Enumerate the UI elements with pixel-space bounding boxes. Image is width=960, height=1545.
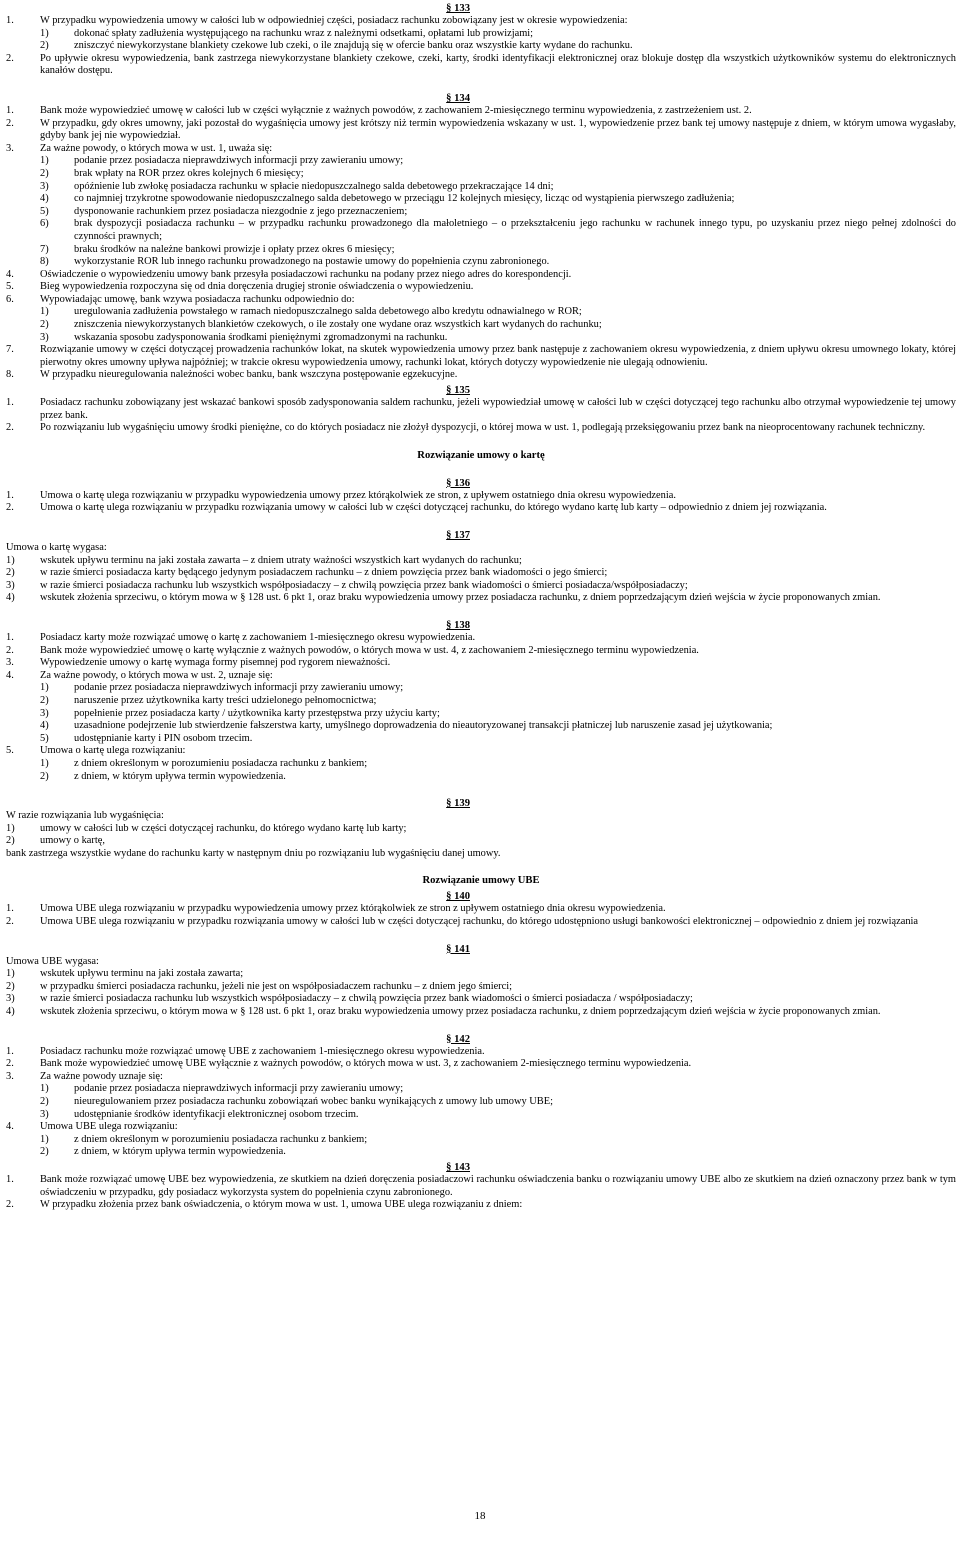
item-text: Bank może wypowiedzieć umowę o kartę wyłącznie z ważnych powodów, o których mowa w ust. 4, z zachowaniem 2-miesięcznego terminu wypowiedzenia.	[40, 644, 699, 656]
section-outro: bank zastrzega wszystkie wydane do rachunku karty w następnym dniu po rozwiązaniu lub wygaśnięciu danej umowy.	[6, 847, 501, 859]
item-number: 7.	[6, 344, 14, 356]
list-item	[6, 490, 956, 503]
list-item	[6, 369, 956, 382]
list-item	[6, 1134, 956, 1147]
item-number: 2)	[6, 567, 15, 579]
list-item	[6, 771, 956, 784]
section-header-s143	[6, 1159, 956, 1174]
section-number-value: 138	[454, 619, 470, 631]
item-text: Po rozwiązaniu lub wygaśnięciu umowy środki pieniężne, co do których posiadacz nie złożył dyspozycji, o której mowa w ust. 1, podlegają przeksięgowaniu przez bank na nieoprocentowany rachunek techniczny.	[40, 422, 926, 434]
section-number: § 141	[446, 943, 470, 955]
item-text: Umowa UBE ulega rozwiązaniu:	[40, 1121, 178, 1133]
item-number: 4.	[6, 1121, 14, 1133]
list-item	[6, 1058, 956, 1071]
list-item	[6, 319, 956, 332]
item-number: 1.	[6, 1173, 14, 1185]
item-text: w razie śmierci posiadacza rachunku lub wszystkich współposiadaczy – z chwilą powzięcia przez bank wiadomości o śmierci posiadacza / współposiadaczy;	[40, 993, 693, 1005]
item-number: 1)	[40, 682, 49, 694]
section-header-s139	[6, 795, 956, 810]
item-text: Bieg wypowiedzenia rozpoczyna się od dnia doręczenia drugiej stronie oświadczenia o wypowiedzeniu.	[40, 281, 474, 293]
section-number: § 134	[446, 92, 470, 104]
item-text: Bank może wypowiedzieć umowę w całości lub w części wyłącznie z ważnych powodów, z zachowaniem 2-miesięcznego terminu wypowiedzenia, z zastrzeżeniem ust. 2.	[40, 104, 752, 116]
item-text: Umowa o kartę ulega rozwiązaniu:	[40, 745, 186, 757]
item-number: 4.	[6, 669, 14, 681]
list-item	[6, 903, 956, 916]
list-item	[6, 835, 956, 848]
item-text: z dniem określonym w porozumieniu posiadacza rachunku z bankiem;	[74, 1133, 368, 1145]
section-number-value: 137	[454, 530, 470, 541]
section-header-s133	[6, 0, 956, 15]
item-text: uregulowania zadłużenia powstałego w ramach niedopuszczalnego salda debetowego albo kredytu odnawialnego w ROR;	[74, 306, 582, 318]
list-item	[6, 502, 956, 515]
item-text: w razie śmierci posiadacza rachunku lub wszystkich współposiadaczy – z chwilą powzięcia przez bank wiadomości o śmierci posiadacza/współposiadaczy;	[40, 579, 688, 591]
item-number: 3.	[6, 657, 14, 669]
item-text: Bank może wypowiedzieć umowę UBE wyłącznie z ważnych powodów, o których mowa w ust. 3, z zachowaniem 2-miesięcznego terminu wypowiedzenia.	[40, 1058, 692, 1070]
item-text: Rozwiązanie umowy w części dotyczącej prowadzenia rachunków lokat, na skutek wypowiedzenia umowy przez bank następuje z zachowaniem okresu wypowiedzenia, z dniem upływu okresu umownego lokaty, której pierwotny okres umowny upływa najpóźniej; w trakcie okresu wypowiedzenia umowy, rachunki lokat, których dotyczy wypowiedzenie nie ulegają odnowieniu.	[40, 344, 956, 368]
item-text: W przypadku, gdy okres umowny, jaki pozostał do wygaśnięcia umowy jest krótszy niż termin wypowiedzenia wskazany w ust. 1, wypowiedzenie przez bank tej umowy następuje z dniem, w którym umowa wygasłaby, gdyby bank jej nie wypowiedział.	[40, 117, 956, 142]
list-item	[6, 1083, 956, 1096]
section-header-s135	[6, 382, 956, 397]
list-item	[6, 567, 956, 580]
list-item	[6, 155, 956, 168]
list-item	[6, 993, 956, 1006]
item-number: 3)	[6, 579, 15, 591]
item-text: Po upływie okresu wypowiedzenia, bank zastrzega niewykorzystane blankiety czekowe, czeki, karty, środki identyfikacji elektronicznej oraz blokuje dostęp dla wszystkich użytkowników systemu do elektronicznych kanałów dostępu.	[40, 52, 956, 77]
item-number: 1)	[6, 554, 15, 566]
section-intro: Umowa o kartę wygasa:	[6, 542, 107, 553]
item-number: 2)	[6, 980, 15, 992]
item-text: z dniem określonym w porozumieniu posiadacza rachunku z bankiem;	[74, 757, 368, 769]
list-item	[6, 632, 956, 645]
list-item	[6, 1146, 956, 1159]
list-item	[6, 15, 956, 28]
list-item	[6, 916, 956, 929]
list-item	[6, 981, 956, 994]
item-number: 1.	[6, 397, 14, 409]
list-item	[6, 1046, 956, 1059]
item-number: 8.	[6, 369, 14, 381]
item-number: 2.	[6, 1058, 14, 1070]
item-text: Posiadacz karty może rozwiązać umowę o kartę z zachowaniem 1-miesięcznego okresu wypowiedzenia.	[40, 631, 476, 643]
section-number: § 138	[446, 619, 470, 631]
list-item	[6, 422, 956, 435]
item-number: 3.	[6, 1070, 14, 1082]
item-number: 1)	[6, 822, 15, 834]
item-number: 1)	[40, 1083, 49, 1095]
item-number: 2.	[6, 422, 14, 434]
section-number-value: 141	[454, 943, 470, 955]
list-item	[6, 555, 956, 568]
item-number: 1)	[40, 757, 49, 769]
list-item	[6, 657, 956, 670]
item-number: 1.	[6, 15, 14, 26]
item-number: 2)	[40, 167, 49, 179]
section-number: § 143	[446, 1161, 470, 1173]
item-text: W przypadku złożenia przez bank oświadczenia, o którym mowa w ust. 1, umowa UBE ulega rozwiązaniu z dniem:	[40, 1199, 523, 1211]
list-item	[6, 168, 956, 181]
item-text: Umowa UBE ulega rozwiązaniu w przypadku wypowiedzenia umowy przez którąkolwiek ze stron z upływem ostatniego dnia okresu wypowiedzenia.	[40, 903, 666, 915]
item-text: Umowa o kartę ulega rozwiązaniu w przypadku wypowiedzenia umowy przez którąkolwiek ze stron, z upływem ostatniego dnia okresu wypowiedzenia.	[40, 489, 676, 501]
item-number: 2.	[6, 916, 14, 928]
list-item	[6, 645, 956, 658]
list-item	[6, 143, 956, 156]
list-item	[6, 823, 956, 836]
list-item	[6, 1199, 956, 1212]
item-text: udostępnianie karty i PIN osobom trzecim.	[74, 732, 253, 744]
list-item	[6, 1071, 956, 1084]
item-number: 1)	[40, 1133, 49, 1145]
item-text: w przypadku śmierci posiadacza rachunku, jeżeli nie jest on współposiadaczem rachunku – z dniem jego śmierci;	[40, 980, 513, 992]
list-item	[6, 344, 956, 369]
item-number: 8)	[40, 256, 49, 268]
list-item	[6, 256, 956, 269]
list-item	[6, 281, 956, 294]
item-number: 2.	[6, 502, 14, 514]
item-number: 3)	[6, 993, 15, 1005]
item-text: udostępnianie środków identyfikacji elektronicznej osobom trzecim.	[74, 1108, 359, 1120]
list-item	[6, 968, 956, 981]
item-number: 4)	[6, 1006, 15, 1018]
list-item	[6, 745, 956, 758]
list-item	[6, 1096, 956, 1109]
item-text: nieuregulowaniem przez posiadacza rachunku zobowiązań wobec banku wynikających z umowy lub umowy UBE;	[74, 1096, 553, 1107]
item-number: 2)	[6, 835, 15, 847]
section-header-s142	[6, 1031, 956, 1046]
item-number: 1)	[40, 306, 49, 318]
item-text: W przypadku nieuregulowania należności wobec banku, bank wszczyna postępowanie egzekucyjne.	[40, 369, 458, 381]
item-number: 4)	[40, 720, 49, 732]
item-text: Oświadczenie o wypowiedzeniu umowy bank przesyła posiadaczowi rachunku na podany przez niego adres do korespondencji.	[40, 268, 572, 280]
item-text: umowy w całości lub w części dotyczącej rachunku, do którego wydano kartę lub karty;	[40, 822, 407, 834]
list-item	[6, 206, 956, 219]
list-item	[6, 758, 956, 771]
section-header-s141	[6, 941, 956, 956]
item-number: 3)	[40, 707, 49, 719]
item-number: 1.	[6, 903, 14, 915]
list-item	[6, 580, 956, 593]
item-number: 2)	[40, 694, 49, 706]
list-item	[6, 40, 956, 53]
item-text: Umowa UBE ulega rozwiązaniu w przypadku rozwiązania umowy w całości lub w części dotyczącej rachunku, do którego udostępniono usługi bankowości elektronicznej – odpowiednio z dniem jej rozwiązania	[40, 916, 919, 928]
list-item	[6, 244, 956, 257]
list-item	[6, 193, 956, 206]
list-item	[6, 53, 956, 78]
list-item	[6, 1174, 956, 1199]
item-number: 4)	[40, 193, 49, 205]
list-item	[6, 592, 956, 605]
item-number: 5.	[6, 281, 14, 293]
item-number: 2)	[40, 319, 49, 331]
list-item	[6, 720, 956, 733]
item-text: Wypowiadając umowę, bank wzywa posiadacza rachunku odpowiednio do:	[40, 293, 355, 305]
list-item	[6, 306, 956, 319]
list-item	[6, 105, 956, 118]
item-text: wykorzystanie ROR lub innego rachunku prowadzonego na postawie umowy do popełnienia czynu zabronionego.	[74, 256, 550, 268]
item-text: w razie śmierci posiadacza karty będącego jedynym posiadaczem rachunku – z dniem powzięcia przez bank wiadomości o jego śmierci;	[40, 567, 608, 579]
item-text: wskutek złożenia sprzeciwu, o którym mowa w § 128 ust. 6 pkt 1, oraz braku wypowiedzenia umowy przez posiadacza rachunku, z dniem poprzedzającym dzień wejścia w życie proponowanych zmian.	[40, 592, 881, 604]
item-number: 3.	[6, 142, 14, 154]
document-body	[6, 0, 956, 1212]
item-text: brak wpłaty na ROR przez okres kolejnych 6 miesięcy;	[74, 167, 304, 179]
list-item	[6, 269, 956, 282]
item-number: 5)	[40, 732, 49, 744]
item-text: umowy o kartę,	[40, 835, 105, 847]
item-text: z dniem, w którym upływa termin wypowiedzenia.	[74, 770, 286, 782]
list-item	[6, 708, 956, 721]
section-number: § 135	[446, 385, 470, 397]
item-text: W przypadku wypowiedzenia umowy w całości lub w odpowiedniej części, posiadacz rachunku zobowiązany jest w okresie wypowiedzenia:	[40, 15, 628, 26]
item-number: 1.	[6, 631, 14, 643]
item-number: 1)	[6, 968, 15, 980]
item-text: Za ważne powody uznaje się:	[40, 1070, 163, 1082]
item-text: popełnienie przez posiadacza karty / użytkownika karty przestępstwa przy użyciu karty;	[74, 707, 440, 719]
section-number-value: 143	[454, 1161, 470, 1173]
list-item	[6, 294, 956, 307]
item-text: Wypowiedzenie umowy o kartę wymaga formy pisemnej pod rygorem nieważności.	[40, 657, 391, 669]
item-number: 2.	[6, 52, 14, 64]
section-header-s138	[6, 617, 956, 632]
item-text: braku środków na należne bankowi prowizje i opłaty przez okres 6 miesięcy;	[74, 243, 395, 255]
section-header-s134	[6, 90, 956, 105]
heading-ube-termination: Rozwiązanie umowy UBE	[422, 875, 540, 887]
item-number: 2)	[40, 1096, 49, 1107]
item-number: 2)	[40, 770, 49, 782]
item-text: Za ważne powody, o których mowa w ust. 1, uważa się:	[40, 142, 273, 154]
section-number: § 140	[446, 891, 470, 903]
section-intro: W razie rozwiązania lub wygaśnięcia:	[6, 810, 164, 822]
item-text: uzasadnione podejrzenie lub stwierdzenie fałszerstwa karty, umyślnego doprowadzenia do nieautoryzowanej transakcji płatniczej lub naruszenie zasad jej użytkowania;	[74, 720, 773, 732]
item-text: zniszczyć niewykorzystane blankiety czekowe lub czeki, o ile znajdują się w ofercie banku oraz wszystkie karty wydane do rachunku.	[74, 40, 633, 52]
section-number-value: 140	[454, 891, 470, 903]
item-text: wskazania sposobu zadysponowania środkami pieniężnymi zgromadzonymi na rachunku.	[74, 331, 448, 343]
section-number: § 139	[446, 798, 470, 810]
section-number-value: 139	[454, 798, 470, 810]
section-header-s140	[6, 888, 956, 903]
item-number: 6.	[6, 293, 14, 305]
item-text: dysponowanie rachunkiem przez posiadacza niezgodnie z jego przeznaczeniem;	[74, 205, 408, 217]
section-number: § 142	[446, 1033, 470, 1045]
item-text: naruszenie przez użytkownika karty treści udzielonego pełnomocnictwa;	[74, 694, 377, 706]
item-text: z dniem, w którym upływa termin wypowiedzenia.	[74, 1146, 286, 1158]
item-number: 2)	[40, 40, 49, 52]
item-text: wskutek złożenia sprzeciwu, o którym mowa w § 128 ust. 6 pkt 1, oraz braku wypowiedzenia umowy przez posiadacza rachunku, z dniem poprzedzającym dzień wejścia w życie proponowanych zmian.	[40, 1006, 881, 1018]
list-item	[6, 682, 956, 695]
item-number: 3)	[40, 331, 49, 343]
item-number: 2.	[6, 1199, 14, 1211]
list-item	[6, 118, 956, 143]
item-number: 6)	[40, 218, 49, 230]
item-number: 2.	[6, 644, 14, 656]
item-text: zniszczenia niewykorzystanych blankietów czekowych, o ile zostały one wydane oraz wszystkich kart wydanych do rachunku;	[74, 319, 602, 331]
page-number: 18	[474, 1510, 486, 1522]
section-intro: Umowa UBE wygasa:	[6, 955, 99, 967]
section-header-s137	[6, 527, 956, 542]
item-number: 4.	[6, 268, 14, 280]
item-text: Posiadacz rachunku zobowiązany jest wskazać bankowi sposób zadysponowania saldem rachunku, jeżeli wypowiedział umowę w całości lub w części dotyczącej tego rachunku albo otrzymał wypowiedzenie tej umowy przez bank.	[40, 397, 956, 421]
item-number: 3)	[40, 180, 49, 192]
section-number-value: 136	[454, 477, 470, 489]
list-item	[6, 397, 956, 422]
list-item	[6, 670, 956, 683]
list-item	[6, 28, 956, 41]
list-item	[6, 1006, 956, 1019]
item-text: Umowa o kartę ulega rozwiązaniu w przypadku rozwiązania umowy w całości lub w części dotyczącej rachunku, do którego wydano kartę lub karty – odpowiednio z dniem jej rozwiązania.	[40, 502, 827, 514]
list-item	[6, 695, 956, 708]
section-number-value: 142	[454, 1033, 470, 1045]
item-number: 2)	[40, 1146, 49, 1158]
item-text: Za ważne powody, o których mowa w ust. 2, uznaje się:	[40, 669, 273, 681]
item-number: 1)	[40, 27, 49, 39]
item-text: co najmniej trzykrotne spowodowanie niedopuszczalnego salda debetowego w przeciągu 12 kolejnych miesięcy, licząc od wystąpienia pierwszego zadłużenia;	[74, 193, 735, 205]
item-number: 4)	[6, 592, 15, 604]
item-text: wskutek upływu terminu na jaki została zawarta – z dniem utraty ważności wszystkich kart wydanych do rachunku;	[40, 554, 522, 566]
list-item	[6, 1109, 956, 1122]
item-text: dokonać spłaty zadłużenia występującego na rachunku wraz z należnymi odsetkami, opłatami lub prowizjami;	[74, 27, 534, 39]
section-number-value: 134	[454, 92, 470, 104]
item-number: 5)	[40, 205, 49, 217]
item-number: 1.	[6, 104, 14, 116]
item-text: wskutek upływu terminu na jaki została zawarta;	[40, 968, 244, 980]
item-text: podanie przez posiadacza nieprawdziwych informacji przy zawieraniu umowy;	[74, 155, 404, 167]
heading-card-termination: Rozwiązanie umowy o kartę	[417, 449, 545, 461]
item-text: Posiadacz rachunku może rozwiązać umowę UBE z zachowaniem 1-miesięcznego okresu wypowiedzenia.	[40, 1045, 485, 1057]
list-item	[6, 218, 956, 243]
section-number: § 136	[446, 477, 470, 489]
item-number: 7)	[40, 243, 49, 255]
section-number-value: 135	[454, 385, 470, 397]
item-number: 5.	[6, 745, 14, 757]
item-number: 1.	[6, 1045, 14, 1057]
section-number-value: 133	[454, 3, 470, 14]
item-text: podanie przez posiadacza nieprawdziwych informacji przy zawieraniu umowy;	[74, 682, 404, 694]
list-item	[6, 733, 956, 746]
item-number: 2.	[6, 117, 14, 129]
item-number: 1)	[40, 155, 49, 167]
item-text: brak dyspozycji posiadacza rachunku – w przypadku rachunku prowadzonego dla małoletniego – o przekształceniu jego rachunku w rachunek innego typu, po uzyskaniu przez niego pełnej zdolności do czynności prawnych;	[74, 218, 956, 242]
item-text: opóźnienie lub zwłokę posiadacza rachunku w spłacie niedopuszczalnego salda debetowego przekraczające 14 dni;	[74, 180, 554, 192]
section-number: § 137	[446, 530, 470, 541]
list-item	[6, 332, 956, 345]
item-text: Bank może rozwiązać umowę UBE bez wypowiedzenia, ze skutkiem na dzień doręczenia posiadaczowi rachunku oświadczenia banku o rozwiązaniu umowy UBE albo ze skutkiem na dzień oznaczony przez bank w tym oświadczeniu w przypadku, gdy posiadacz wykorzysta system do popełnienia czynu zabronionego.	[40, 1173, 956, 1198]
item-text: podanie przez posiadacza nieprawdziwych informacji przy zawieraniu umowy;	[74, 1083, 404, 1095]
item-number: 1.	[6, 489, 14, 501]
section-header-s136	[6, 475, 956, 490]
item-number: 3)	[40, 1108, 49, 1120]
list-item	[6, 1121, 956, 1134]
section-number: § 133	[446, 3, 470, 14]
list-item	[6, 181, 956, 194]
